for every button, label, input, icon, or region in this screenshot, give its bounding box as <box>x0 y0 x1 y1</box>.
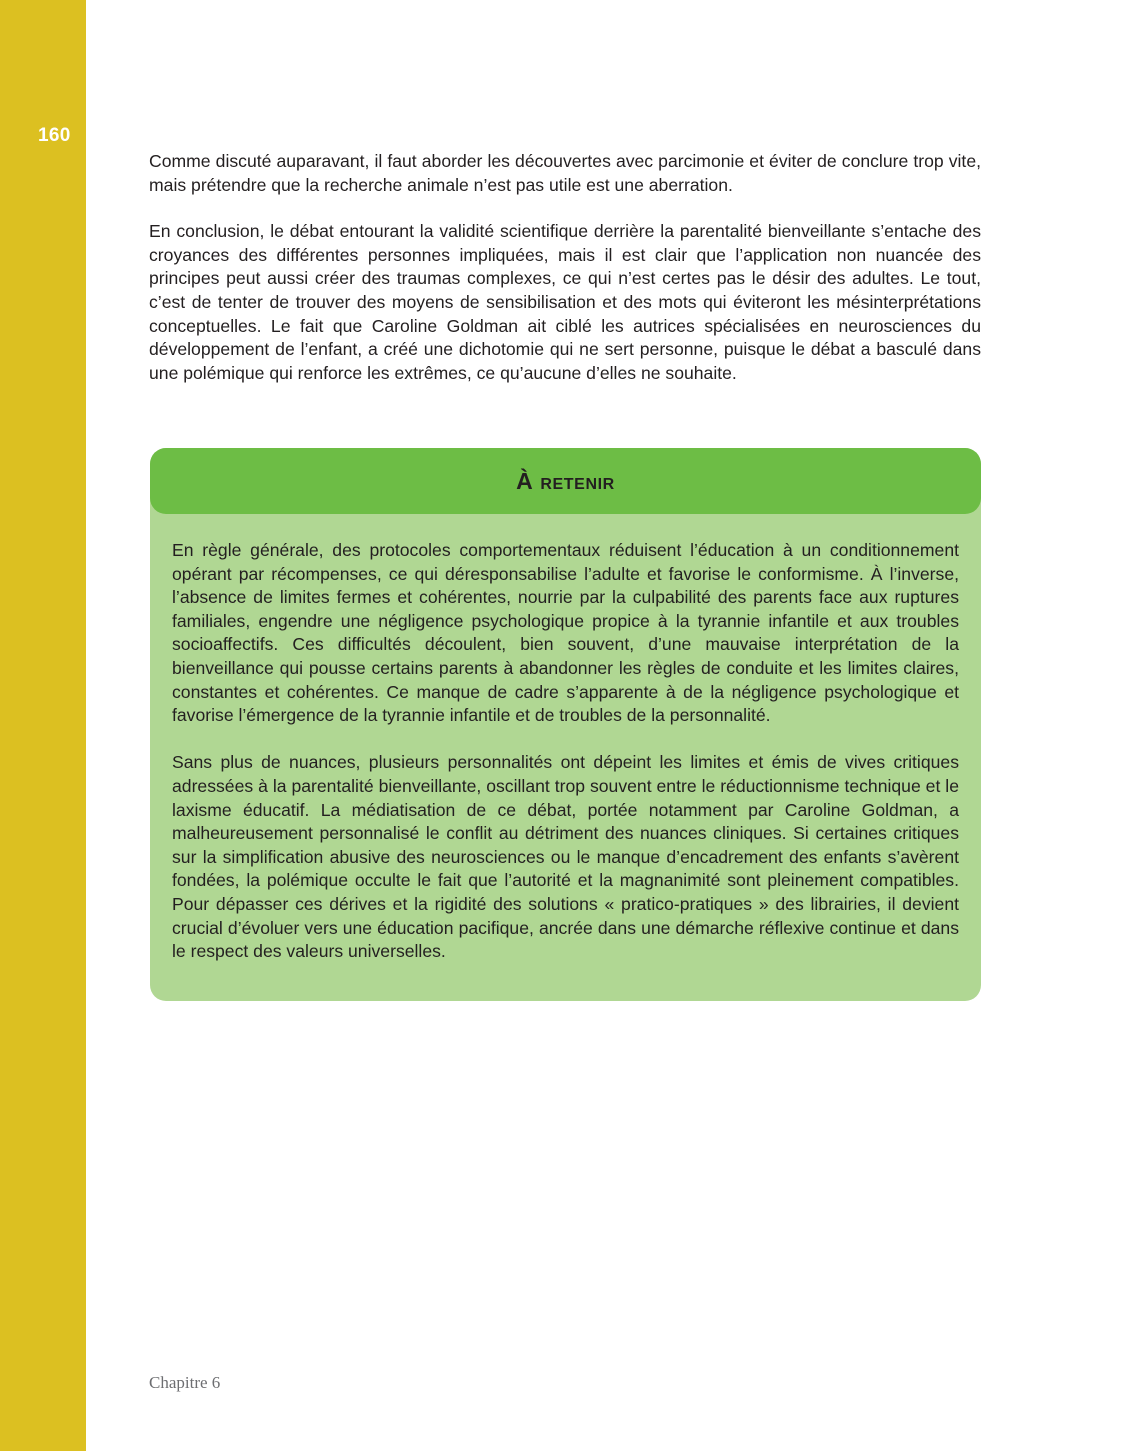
chapter-side-band <box>0 0 86 1451</box>
callout-title: À retenir <box>516 467 615 494</box>
key-points-callout <box>150 448 981 1001</box>
page-number: 160 <box>38 125 71 146</box>
callout-paragraph: Sans plus de nuances, plusieurs personnalités ont dépeint les limites et émis de vives critiques adressées à la parentalité bienveillante, oscillant trop souvent entre le réductionnisme technique et le laxisme éducatif. La médiatisation de ce débat, portée notamment par Caroline Goldman, a malheureusement personnalisé le conflit au détriment des nuances cliniques. Si certaines critiques sur la simplification abusive des neurosciences ou le manque d’encadrement des enfants s’avèrent fondées, la polémique occulte le fait que l’autorité et la magnanimité sont pleinement compatibles. Pour dépasser ces dérives et la rigidité des solutions « pratico-pratiques » des librairies, il devient crucial d’évoluer vers une éducation pacifique, ancrée dans une démarche réflexive continue et dans le respect des valeurs universelles. <box>172 752 959 962</box>
callout-header <box>150 448 981 514</box>
body-text <box>149 150 981 408</box>
body-paragraph: En conclusion, le débat entourant la validité scientifique derrière la parentalité bienveillante s’entache des croyances des différentes personnes impliquées, mais il est clair que l’application non nuancée des principes peut aussi créer des traumas complexes, ce qui n’est certes pas le désir des adultes. Le tout, c’est de tenter de trouver des moyens de sensibilisation et des mots qui éviteront les mésinterprétations conceptuelles. Le fait que Caroline Goldman ait ciblé les autrices spécialisées en neurosciences du développement de l’enfant, a créé une dichotomie qui ne sert personne, puisque le débat a basculé dans une polémique qui renforce les extrêmes, ce qu’aucune d’elles ne souhaite. <box>149 221 981 383</box>
body-paragraph: Comme discuté auparavant, il faut aborder les découvertes avec parcimonie et éviter de conclure trop vite, mais prétendre que la recherche animale n’est pas utile est une aberration. <box>149 151 981 195</box>
callout-paragraph: En règle générale, des protocoles comportementaux réduisent l’éducation à un conditionnement opérant par récompenses, ce qui déresponsabilise l’adulte et favorise le conformisme. À l’inverse, l’absence de limites fermes et cohérentes, nourrie par la culpabilité des parents face aux ruptures familiales, engendre une négligence psychologique propice à la tyrannie infantile et aux troubles socioaffectifs. Ces difficultés découlent, bien souvent, d’une mauvaise interprétation de la bienveillance qui pousse certains parents à abandonner les règles de conduite et les limites claires, constantes et cohérentes. Ce manque de cadre s’apparente à de la négligence psychologique et favorise l’émergence de la tyrannie infantile et de troubles de la personnalité. <box>172 540 959 726</box>
running-footer: Chapitre 6 <box>149 1373 221 1392</box>
callout-body <box>172 539 959 987</box>
